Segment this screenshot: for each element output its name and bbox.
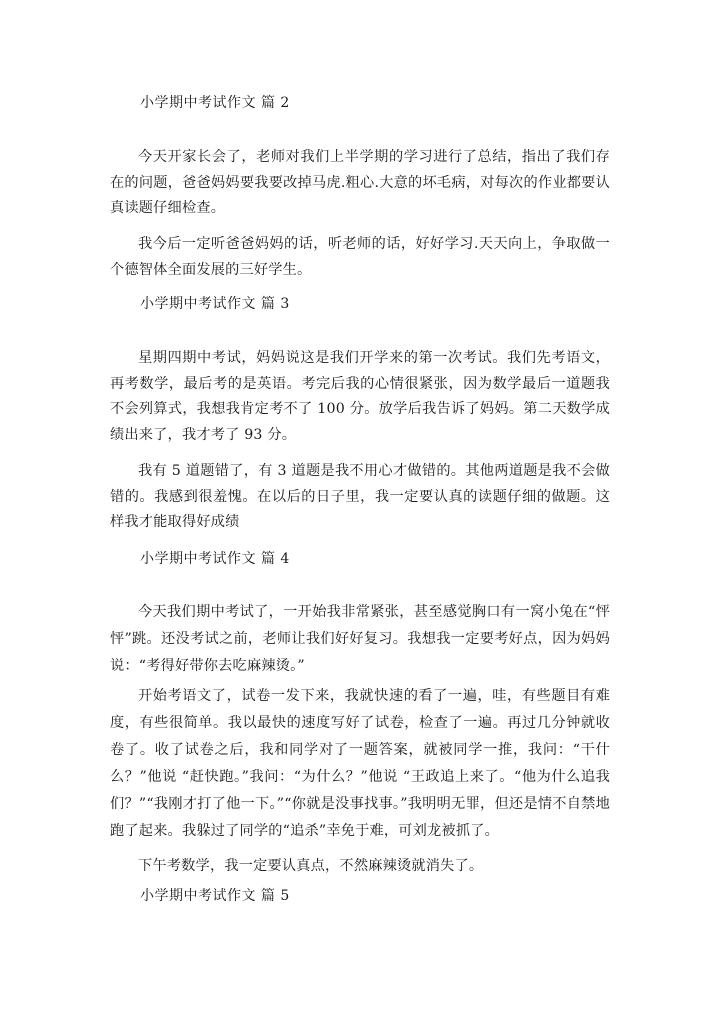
paragraph: 今天我们期中考试了，一开始我非常紧张，甚至感觉胸口有一窝小兔在“怦怦”跳。还没考试之前，老师让我们好好复习。我想我一定要考好点，因为妈妈说：“考得好带你去吃麻辣烫。” bbox=[110, 604, 610, 674]
section-title-2: 小学期中考试作文 篇 2 bbox=[140, 95, 290, 111]
paragraph: 我今后一定听爸爸妈妈的话，听老师的话，好好学习.天天向上，争取做一个德智体全面发展的三好学生。 bbox=[110, 236, 610, 278]
paragraph: 我有 5 道题错了，有 3 道题是我不用心才做错的。其他两道题是我不会做错的。我感到很羞愧。在以后的日子里，我一定要认真的读题仔细的做题。这样我才能取得好成绩 bbox=[110, 463, 610, 530]
paragraph: 星期四期中考试，妈妈说这是我们开学来的第一次考试。我们先考语文，再考数学，最后考的是英语。考完后我的心情很紧张，因为数学最后一道题我不会列算式，我想我肯定考不了 100 分。放学后我告诉了妈妈。第二天数学成绩出来了，我才考了 93 分。 bbox=[110, 350, 610, 443]
section-title-3: 小学期中考试作文 篇 3 bbox=[140, 296, 290, 312]
paragraph: 开始考语文了，试卷一发下来，我就快速的看了一遍，哇，有些题目有难度，有些很简单。我以最快的速度写好了试卷，检查了一遍。再过几分钟就收卷了。收了试卷之后，我和同学对了一题答案，就被同学一推，我问：“干什么？”他说 “赶快跑。”我问：“为什么？”他说 “王政追上来了。“他为什么追我们？”“我刚才打了他一下。”“你就是没事找事。”我明明无罪，但还是情不自禁地跑了起来。我躲过了同学的“追杀”幸免于难，可刘龙被抓了。 bbox=[110, 688, 610, 839]
section-title-5: 小学期中考试作文 篇 5 bbox=[140, 888, 290, 904]
section-title-4: 小学期中考试作文 篇 4 bbox=[140, 551, 290, 567]
paragraph: 今天开家长会了，老师对我们上半学期的学习进行了总结，指出了我们存在的问题，爸爸妈妈要我要改掉马虎.粗心.大意的坏毛病，对每次的作业都要认真读题仔细检查。 bbox=[110, 149, 610, 216]
paragraph: 下午考数学，我一定要认真点，不然麻辣烫就消失了。 bbox=[138, 858, 484, 874]
